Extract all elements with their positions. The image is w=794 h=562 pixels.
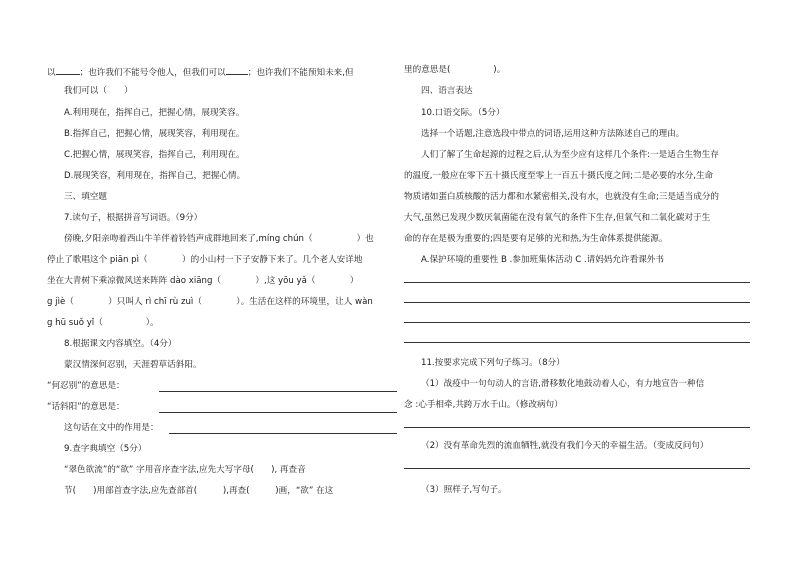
question-10-options[interactable]: A.保护环境的重要性 B .参加班集体活动 C .请妈妈允许看课外书	[421, 255, 664, 265]
section-4-heading: 四、语言表达	[421, 86, 473, 96]
question-10-passage-3: 物质诸如蛋白质核酸的活力都和水紧密相关,没有水，也就没有生命;三是适当成分的	[404, 192, 720, 202]
question-6-stem-end: 我们可以（ ）	[64, 86, 133, 96]
question-9-continued: 里的意思是( )。	[404, 65, 506, 75]
text: ；也许我们不能预知未来,但	[247, 68, 354, 78]
answer-line[interactable]	[404, 342, 750, 343]
question-8-line-3: 这句话在文中的作用是：	[64, 423, 159, 433]
right-column	[404, 0, 750, 562]
question-7-line-2: 停止了歌唱这个 piān pì（ ）的小山村一下子安静下来了。几个老人安详地	[47, 255, 363, 265]
answer-line[interactable]	[169, 433, 397, 434]
blank-2[interactable]	[226, 64, 248, 75]
question-8-line-1: “何忍别”的意思是：	[47, 381, 125, 391]
option-b[interactable]: B.指挥自己，把握心情，展现笑容，利用现在。	[64, 129, 245, 139]
answer-line[interactable]	[404, 468, 750, 469]
option-a[interactable]: A.利用现在，指挥自己，把握心情，展现笑容。	[64, 108, 245, 118]
question-8-poem: 蒙汉情深何忍别，天涯碧草话斜阳。	[64, 360, 202, 370]
question-11-part-2: （2）没有革命先烈的流血牺牲,就没有我们今天的幸福生活。（变成反问句）	[421, 441, 709, 451]
question-7-title: 7.读句子，根据拼音写词语。（9分）	[64, 213, 203, 223]
blank-1[interactable]	[56, 64, 80, 75]
text: 以	[47, 68, 56, 78]
question-10-instruction: 选择一个话题,注意选段中带点的词语,运用这种方法陈述自己的理由。	[421, 129, 685, 139]
question-10-passage-1: 人们了解了生命起源的过程之后,认为至少应有这样几个条件:一是适合生物生存	[421, 150, 719, 160]
answer-line[interactable]	[159, 391, 397, 392]
question-7-line-3: 坐在大青树下乘凉微风送来阵阵 dào xiāng（ ）,这 yōu yǎ（ ）	[47, 276, 359, 286]
question-8-title: 8.根据课文内容填空。（4分）	[64, 339, 177, 349]
text: ）也	[356, 234, 374, 244]
text: ；也许我们不能号令他人，但我们可以	[79, 68, 226, 78]
left-column	[47, 0, 397, 562]
answer-line[interactable]	[404, 282, 750, 283]
question-9-line-1: “翠色欲流”的“欲” 字用音序查字法,应先大写字母( ), 再查音	[64, 465, 306, 475]
question-7-line-5: g hū suǒ yǐ（ ）。	[47, 318, 159, 328]
question-7-line-4: g jìè（ ）只叫人 rì chī rù zuì（ ）。生活在这样的环境里，让人 wàn	[47, 297, 373, 307]
question-11-part-1a: （1）战疫中一句句动人的言语,滑移数化地鼓动着人心，有力地宣告一种信	[421, 379, 705, 389]
question-7-line-1	[47, 233, 397, 245]
question-10-passage-5: 命的存在是极为重要的;四是要有足够的光和热,为生命体系提供能源。	[404, 234, 668, 244]
question-9-title: 9.查字典填空（5分）	[64, 444, 147, 454]
question-10-title: 10.口语交际。（5分）	[421, 108, 505, 118]
option-c[interactable]: C.把握心情，展现笑容，指挥自己，利用现在。	[64, 150, 245, 160]
question-9-line-2: 节( )用部首查字法,应先查部首( ),再查( )画，“欲” 在这	[64, 486, 334, 496]
text: 傍晚,夕阳亲吻着西山牛羊伴着铃铛声成群地回来了,míng chún（	[64, 234, 313, 244]
question-11-part-3: （3）照样子,写句子。	[421, 485, 507, 495]
question-6-continued	[47, 64, 397, 79]
answer-line[interactable]	[404, 427, 750, 428]
question-8-line-2: “话斜阳”的意思是：	[47, 402, 125, 412]
question-10-passage-2: 的温度,一般应在零下五十摄氏度至零上一百五十摄氏度之间;二是必要的水分,生命	[404, 171, 714, 181]
question-11-part-1b: 念 :心手相牵,共跨万水千山。（修改病句）	[404, 400, 563, 410]
answer-line[interactable]	[404, 302, 750, 303]
section-3-heading: 三、填空题	[64, 192, 107, 202]
question-11-title: 11.按要求完成下列句子练习。（8分）	[421, 358, 565, 368]
option-d[interactable]: D.展现笑容，利用现在，指挥自己，把握心情。	[64, 171, 246, 181]
answer-line[interactable]	[159, 412, 397, 413]
answer-line[interactable]	[404, 322, 750, 323]
question-10-passage-4: 大气,虽然已发现少数厌氧菌能在没有氧气的条件下生存,但氧气和二氧化碳对于生	[404, 213, 711, 223]
